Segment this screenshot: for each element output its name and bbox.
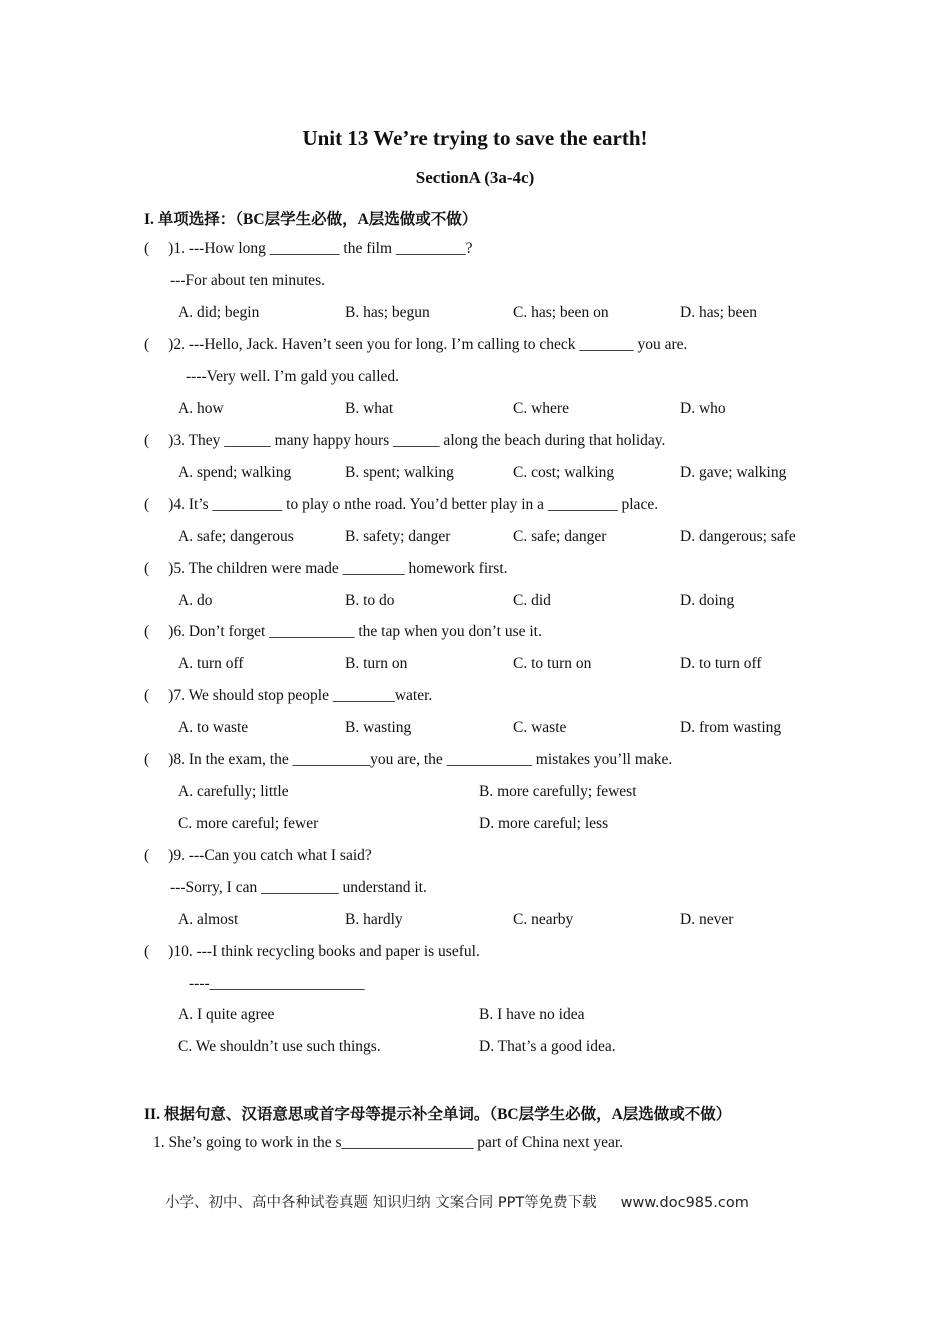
question-5-option-d: D. doing [680,592,735,609]
question-10-option-c: C. We shouldn’t use such things. [178,1038,381,1055]
question-9-option-c: C. nearby [513,911,574,928]
question-10-reply: ----____________________ [189,975,365,992]
question-2-option-b: B. what [345,400,394,417]
section-2-heading: II. 根据句意、汉语意思或首字母等提示补全单词。（BC层学生必做，A层选做或不做） [144,1106,732,1123]
question-6: ( )6. Don’t forget ___________ the tap when you don’t use it. [144,623,542,640]
question-1-option-a: A. did; begin [178,304,260,321]
question-5-option-c: C. did [513,592,551,609]
question-10-option-d: D. That’s a good idea. [479,1038,616,1055]
question-7-option-b: B. wasting [345,719,412,736]
question-1: ( )1. ---How long _________ the film _________? [144,240,473,257]
question-4-option-c: C. safe; danger [513,528,607,545]
question-1-option-d: D. has; been [680,304,758,321]
question-9-reply: ---Sorry, I can __________ understand it. [170,879,427,896]
question-9: ( )9. ---Can you catch what I said? [144,847,372,864]
question-5-option-b: B. to do [345,592,395,609]
question-8: ( )8. In the exam, the __________you are, the ___________ mistakes you’ll make. [144,751,673,768]
question-7-option-a: A. to waste [178,719,249,736]
question-2-option-d: D. who [680,400,726,417]
question-8-option-c: C. more careful; fewer [178,815,319,832]
question-2-reply: ----Very well. I’m gald you called. [186,368,400,385]
page-subtitle: SectionA (3a-4c) [415,168,535,187]
section-1-heading: I. 单项选择：（BC层学生必做，A层选做或不做） [144,211,478,228]
question-8-option-d: D. more careful; less [479,815,609,832]
question-1-option-c: C. has; been on [513,304,609,321]
question-8-option-a: A. carefully; little [178,783,289,800]
question-10-option-a: A. I quite agree [178,1006,275,1023]
question-6-option-b: B. turn on [345,655,408,672]
question-2-option-a: A. how [178,400,224,417]
footer-text: 小学、初中、高中各种试卷真题 知识归纳 文案合同 PPT等免费下载 [165,1195,597,1211]
question-1-option-b: B. has; begun [345,304,430,321]
question-7-option-d: D. from wasting [680,719,782,736]
question-3-option-d: D. gave; walking [680,464,787,481]
question-9-option-a: A. almost [178,911,239,928]
footer-url[interactable]: www.doc985.com [620,1195,749,1211]
question-3-option-b: B. spent; walking [345,464,454,481]
question-2-option-c: C. where [513,400,569,417]
question-6-option-d: D. to turn off [680,655,762,672]
question-10-option-b: B. I have no idea [479,1006,585,1023]
question-4-option-d: D. dangerous; safe [680,528,796,545]
question-2: ( )2. ---Hello, Jack. Haven’t seen you for long. I’m calling to check _______ you are. [144,336,688,353]
question-6-option-c: C. to turn on [513,655,592,672]
question-9-option-b: B. hardly [345,911,403,928]
page-title: Unit 13 We’re trying to save the earth! [302,126,648,150]
question-9-option-d: D. never [680,911,734,928]
question-3-option-a: A. spend; walking [178,464,292,481]
question-10: ( )10. ---I think recycling books and paper is useful. [144,943,480,960]
question-3: ( )3. They ______ many happy hours ______ along the beach during that holiday. [144,432,666,449]
question-5-option-a: A. do [178,592,213,609]
question-7: ( )7. We should stop people ________water. [144,687,433,704]
question-1-reply: ---For about ten minutes. [170,272,325,289]
question-6-option-a: A. turn off [178,655,244,672]
fill-in-item-1: 1. She’s going to work in the s_________________ part of China next year. [153,1134,624,1151]
question-4-option-b: B. safety; danger [345,528,451,545]
question-3-option-c: C. cost; walking [513,464,615,481]
footer [165,1191,749,1212]
question-5: ( )5. The children were made ________ homework first. [144,560,508,577]
question-4-option-a: A. safe; dangerous [178,528,294,545]
question-7-option-c: C. waste [513,719,567,736]
question-4: ( )4. It’s _________ to play o nthe road. You’d better play in a _________ place. [144,496,659,513]
question-8-option-b: B. more carefully; fewest [479,783,637,800]
